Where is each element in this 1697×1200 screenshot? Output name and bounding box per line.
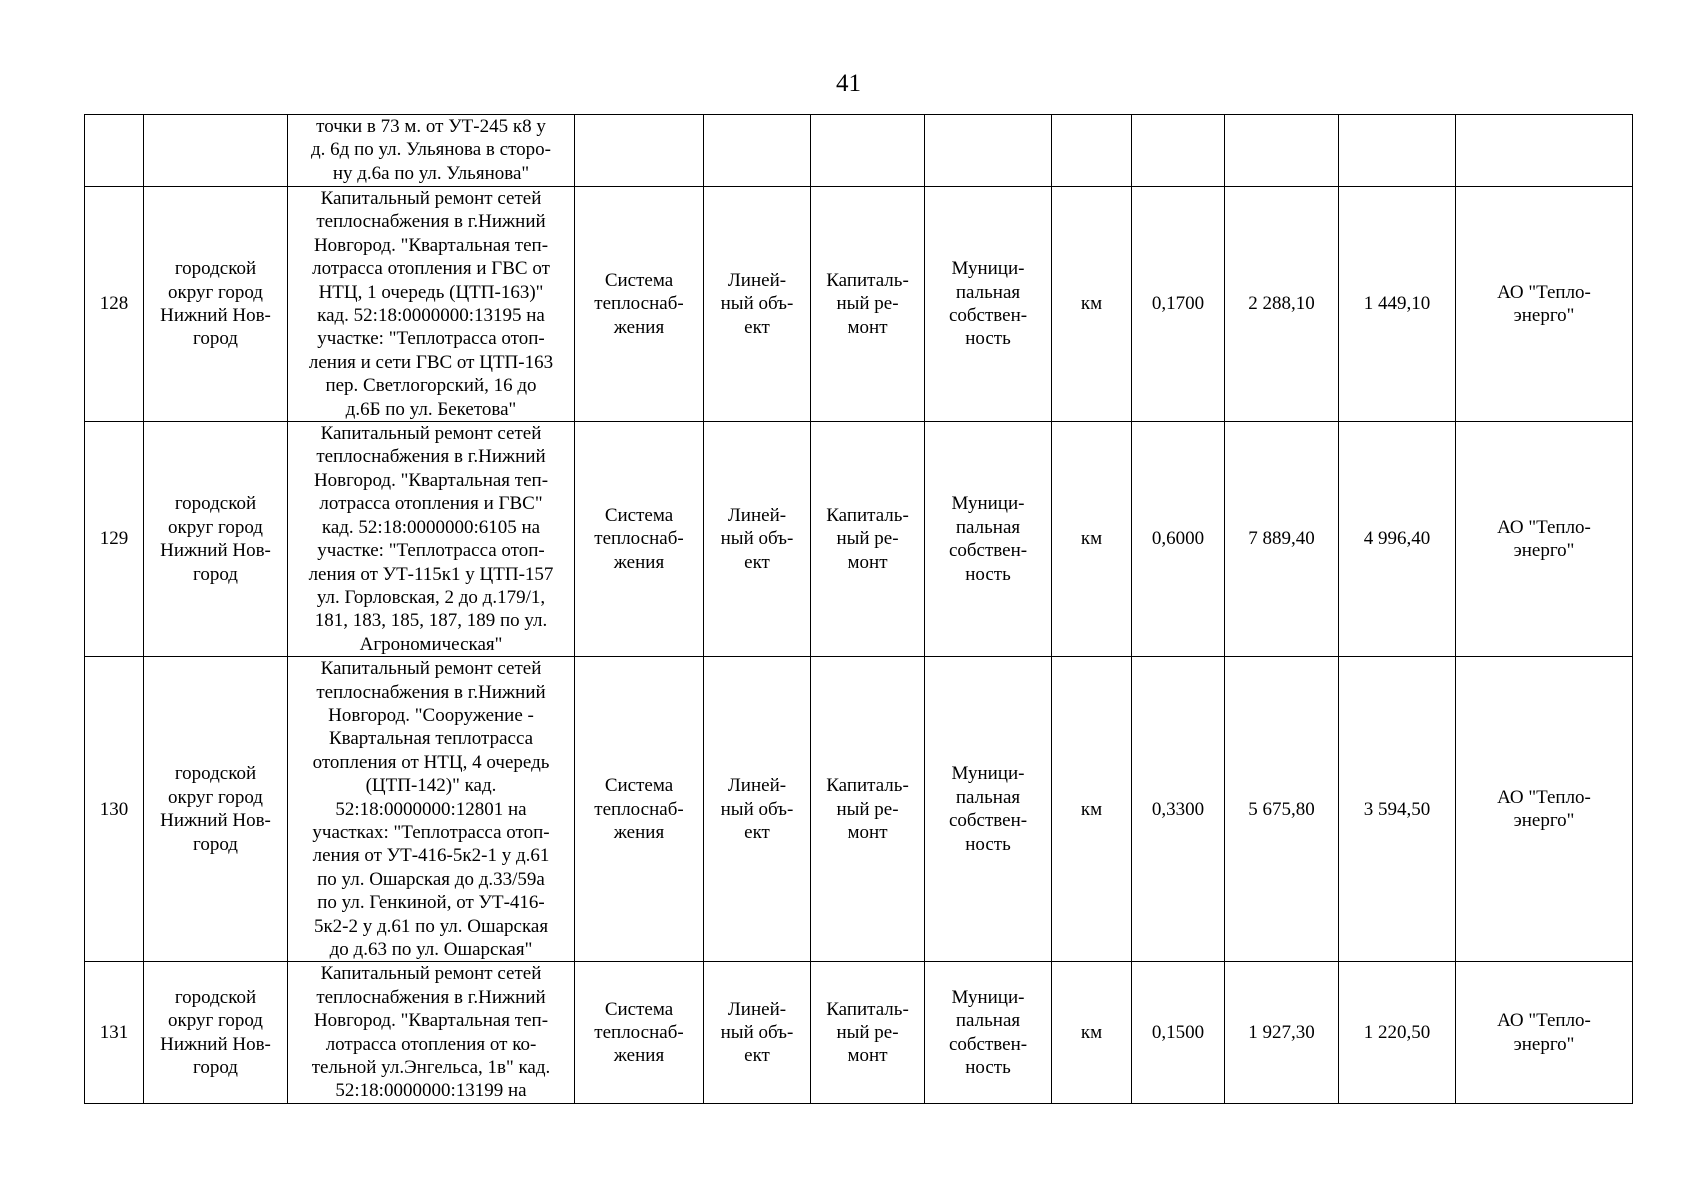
- object-type-cell: [704, 422, 811, 657]
- cell-text-line: Квартальная теплотрасса: [328, 728, 534, 750]
- cell-text-line: Система: [604, 269, 674, 291]
- organization-cell: [1456, 422, 1633, 657]
- cell-text-line: пальная: [955, 786, 1021, 808]
- cell-text-line: 52:18:0000000:13199 на: [335, 1080, 527, 1102]
- cell-text-line: город: [193, 563, 238, 585]
- cell-text-line: пальная: [955, 516, 1021, 538]
- cell-text-line: собствен-: [948, 1033, 1028, 1055]
- registry-table: [84, 114, 1633, 1104]
- cell-text-line: ный объ-: [720, 1021, 794, 1043]
- row-number-cell: 130: [85, 657, 144, 962]
- cell-text-line: по ул. Генкиной, от УТ-416-: [317, 892, 545, 914]
- cell-text-line: ность: [965, 1057, 1011, 1079]
- cell-text-line: ный ре-: [836, 798, 899, 820]
- object-type-cell: [704, 962, 811, 1103]
- cell-text-line: ления от УТ-416-5к2-1 у д.61: [312, 845, 550, 867]
- cell-text-line: теплоснабжения в г.Нижний: [316, 681, 546, 703]
- cell-text-line: д. 6д по ул. Ульянова в сторо-: [311, 139, 551, 161]
- object-type-cell: [704, 115, 811, 187]
- cell-text-line: теплоснабжения в г.Нижний: [316, 211, 546, 233]
- cell-text-line: кад. 52:18:0000000:6105 на: [321, 516, 541, 538]
- table-body: [85, 115, 1633, 1104]
- cell-text-line: Агрономическая": [359, 633, 503, 655]
- cell-text-line: Капитальный ремонт сетей: [320, 423, 542, 445]
- cell-text-line: теплоснабжения в г.Нижний: [316, 446, 546, 468]
- work-type-cell: [811, 962, 925, 1103]
- cell-text-line: ект: [744, 821, 770, 843]
- table-row: [85, 115, 1633, 187]
- table-row: [85, 187, 1633, 422]
- cell-text-line: ект: [744, 1045, 770, 1067]
- district-cell: [144, 187, 288, 422]
- cell-text-line: Новгород. "Квартальная теп-: [313, 469, 549, 491]
- work-type-cell: [811, 115, 925, 187]
- district-cell: [144, 422, 288, 657]
- cell-text-line: ный ре-: [836, 528, 899, 550]
- row-number-cell: 128: [85, 187, 144, 422]
- cell-text-line: энерго": [1513, 305, 1575, 327]
- length-cell: [1132, 115, 1225, 187]
- cell-text-line: Нижний Нов-: [160, 810, 271, 832]
- system-cell: [575, 422, 704, 657]
- cost-total-cell: 5 675,80: [1225, 657, 1339, 962]
- cell-text-line: энерго": [1513, 810, 1575, 832]
- district-cell: [144, 115, 288, 187]
- cell-text-line: город: [193, 833, 238, 855]
- description-cell: [288, 187, 575, 422]
- table-row: [85, 657, 1633, 962]
- unit-cell: км: [1052, 657, 1132, 962]
- description-cell: [288, 657, 575, 962]
- page-number: 41: [836, 70, 861, 97]
- row-number-cell: [85, 115, 144, 187]
- cell-text-line: АО "Тепло-: [1497, 1010, 1591, 1032]
- cell-text-line: городской: [174, 986, 257, 1008]
- cell-text-line: пальная: [955, 281, 1021, 303]
- work-type-cell: [811, 187, 925, 422]
- length-cell: 0,3300: [1132, 657, 1225, 962]
- cell-text-line: Капиталь-: [826, 269, 909, 291]
- cell-text-line: кад. 52:18:0000000:13195 на: [317, 305, 545, 327]
- cost-budget-cell: 1 220,50: [1339, 962, 1456, 1103]
- cell-text-line: до д.63 по ул. Ошарская": [329, 939, 533, 960]
- cell-text-line: энерго": [1513, 1033, 1575, 1055]
- ownership-cell: [925, 115, 1052, 187]
- cell-text-line: 5к2-2 у д.61 по ул. Ошарская: [313, 915, 549, 937]
- cell-text-line: Капиталь-: [826, 775, 909, 797]
- cell-text-line: ность: [965, 563, 1011, 585]
- cell-text-line: ный объ-: [720, 293, 794, 315]
- cell-text-line: Муници-: [951, 763, 1025, 785]
- cell-text-line: Нижний Нов-: [160, 305, 271, 327]
- cell-text-line: ный объ-: [720, 528, 794, 550]
- cell-text-line: НТЦ, 1 очередь (ЦТП-163)": [318, 281, 544, 303]
- cell-text-line: собствен-: [948, 305, 1028, 327]
- cell-text-line: ект: [744, 551, 770, 573]
- description-cell: [288, 422, 575, 657]
- cell-text-line: Новгород. "Сооружение -: [328, 704, 534, 726]
- cell-text-line: ну д.6а по ул. Ульянова": [332, 162, 530, 184]
- cell-text-line: АО "Тепло-: [1497, 281, 1591, 303]
- cell-text-line: лотрасса отопления и ГВС": [319, 493, 543, 515]
- unit-cell: [1052, 115, 1132, 187]
- table-row: [85, 962, 1633, 1103]
- cell-text-line: ный ре-: [836, 293, 899, 315]
- description-cell: [288, 115, 575, 187]
- ownership-cell: [925, 962, 1052, 1103]
- cell-text-line: городской: [174, 763, 257, 785]
- object-type-cell: [704, 187, 811, 422]
- cell-text-line: Муници-: [951, 986, 1025, 1008]
- cell-text-line: Капиталь-: [826, 504, 909, 526]
- cell-text-line: Линей-: [727, 504, 787, 526]
- cost-total-cell: 7 889,40: [1225, 422, 1339, 657]
- ownership-cell: [925, 187, 1052, 422]
- cell-text-line: пер. Светлогорский, 16 до: [325, 375, 537, 397]
- cell-text-line: Линей-: [727, 998, 787, 1020]
- cell-text-line: ный ре-: [836, 1021, 899, 1043]
- cost-budget-cell: 1 449,10: [1339, 187, 1456, 422]
- cell-text-line: отопления от НТЦ, 4 очередь: [312, 751, 550, 773]
- row-number-cell: 131: [85, 962, 144, 1103]
- cell-text-line: Нижний Нов-: [160, 1033, 271, 1055]
- cell-text-line: жения: [613, 1045, 665, 1067]
- system-cell: [575, 657, 704, 962]
- cell-text-line: жения: [613, 316, 665, 338]
- cost-budget-cell: 4 996,40: [1339, 422, 1456, 657]
- ownership-cell: [925, 657, 1052, 962]
- cell-text-line: теплоснаб-: [594, 1021, 684, 1043]
- cell-text-line: ления от УТ-115к1 у ЦТП-157: [308, 563, 554, 585]
- cell-text-line: Муници-: [951, 493, 1025, 515]
- cell-text-line: округ город: [168, 281, 263, 303]
- work-type-cell: [811, 657, 925, 962]
- district-cell: [144, 962, 288, 1103]
- cell-text-line: точки в 73 м. от УТ-245 к8 у: [316, 116, 546, 137]
- cell-text-line: округ город: [168, 786, 263, 808]
- cost-budget-cell: 3 594,50: [1339, 657, 1456, 962]
- organization-cell: [1456, 187, 1633, 422]
- cell-text-line: АО "Тепло-: [1497, 786, 1591, 808]
- cell-text-line: ект: [744, 316, 770, 338]
- cell-text-line: Капитальный ремонт сетей: [320, 658, 542, 680]
- system-cell: [575, 962, 704, 1103]
- cell-text-line: городской: [174, 493, 257, 515]
- ownership-cell: [925, 422, 1052, 657]
- cost-budget-cell: [1339, 115, 1456, 187]
- cell-text-line: монт: [847, 316, 888, 338]
- unit-cell: км: [1052, 962, 1132, 1103]
- cell-text-line: округ город: [168, 1010, 263, 1032]
- system-cell: [575, 187, 704, 422]
- cell-text-line: теплоснабжения в г.Нижний: [316, 986, 546, 1008]
- cell-text-line: д.6Б по ул. Бекетова": [345, 398, 517, 420]
- cell-text-line: Нижний Нов-: [160, 540, 271, 562]
- cell-text-line: жения: [613, 821, 665, 843]
- cell-text-line: Новгород. "Квартальная теп-: [313, 234, 549, 256]
- cell-text-line: монт: [847, 821, 888, 843]
- cell-text-line: Система: [604, 998, 674, 1020]
- cell-text-line: монт: [847, 551, 888, 573]
- cell-text-line: теплоснаб-: [594, 528, 684, 550]
- table-row: [85, 422, 1633, 657]
- organization-cell: [1456, 962, 1633, 1103]
- cell-text-line: участке: "Теплотрасса отоп-: [317, 540, 545, 562]
- cell-text-line: (ЦТП-142)" кад.: [365, 775, 497, 797]
- organization-cell: [1456, 115, 1633, 187]
- cell-text-line: собствен-: [948, 810, 1028, 832]
- length-cell: 0,1500: [1132, 962, 1225, 1103]
- object-type-cell: [704, 657, 811, 962]
- cell-text-line: лотрасса отопления от ко-: [325, 1033, 537, 1055]
- cost-total-cell: 2 288,10: [1225, 187, 1339, 422]
- cell-text-line: АО "Тепло-: [1497, 516, 1591, 538]
- cell-text-line: 52:18:0000000:12801 на: [335, 798, 527, 820]
- cell-text-line: Капиталь-: [826, 998, 909, 1020]
- cell-text-line: теплоснаб-: [594, 798, 684, 820]
- cell-text-line: Система: [604, 775, 674, 797]
- cell-text-line: городской: [174, 258, 257, 280]
- cell-text-line: Капитальный ремонт сетей: [320, 188, 542, 209]
- cell-text-line: Капитальный ремонт сетей: [320, 963, 542, 985]
- cell-text-line: Линей-: [727, 775, 787, 797]
- cell-text-line: Муници-: [951, 258, 1025, 280]
- cell-text-line: тельной ул.Энгельса, 1в" кад.: [311, 1057, 551, 1079]
- organization-cell: [1456, 657, 1633, 962]
- cost-total-cell: 1 927,30: [1225, 962, 1339, 1103]
- cell-text-line: город: [193, 328, 238, 350]
- cell-text-line: 181, 183, 185, 187, 189 по ул.: [314, 610, 548, 632]
- district-cell: [144, 657, 288, 962]
- cell-text-line: ул. Горловская, 2 до д.179/1,: [316, 586, 546, 608]
- system-cell: [575, 115, 704, 187]
- cell-text-line: энерго": [1513, 540, 1575, 562]
- length-cell: 0,1700: [1132, 187, 1225, 422]
- cell-text-line: ления и сети ГВС от ЦТП-163: [308, 351, 554, 373]
- cell-text-line: Система: [604, 504, 674, 526]
- cell-text-line: пальная: [955, 1010, 1021, 1032]
- cell-text-line: монт: [847, 1045, 888, 1067]
- cell-text-line: город: [193, 1057, 238, 1079]
- cell-text-line: лотрасса отопления и ГВС от: [312, 258, 550, 280]
- length-cell: 0,6000: [1132, 422, 1225, 657]
- description-cell: [288, 962, 575, 1103]
- cost-total-cell: [1225, 115, 1339, 187]
- cell-text-line: собствен-: [948, 540, 1028, 562]
- cell-text-line: Новгород. "Квартальная теп-: [313, 1010, 549, 1032]
- cell-text-line: Линей-: [727, 269, 787, 291]
- work-type-cell: [811, 422, 925, 657]
- cell-text-line: ный объ-: [720, 798, 794, 820]
- cell-text-line: ность: [965, 328, 1011, 350]
- row-number-cell: 129: [85, 422, 144, 657]
- cell-text-line: ность: [965, 833, 1011, 855]
- unit-cell: км: [1052, 187, 1132, 422]
- cell-text-line: участках: "Теплотрасса отоп-: [312, 821, 550, 843]
- cell-text-line: участке: "Теплотрасса отоп-: [317, 328, 545, 350]
- cell-text-line: теплоснаб-: [594, 293, 684, 315]
- cell-text-line: округ город: [168, 516, 263, 538]
- cell-text-line: жения: [613, 551, 665, 573]
- cell-text-line: по ул. Ошарская до д.33/59а: [317, 868, 545, 890]
- unit-cell: км: [1052, 422, 1132, 657]
